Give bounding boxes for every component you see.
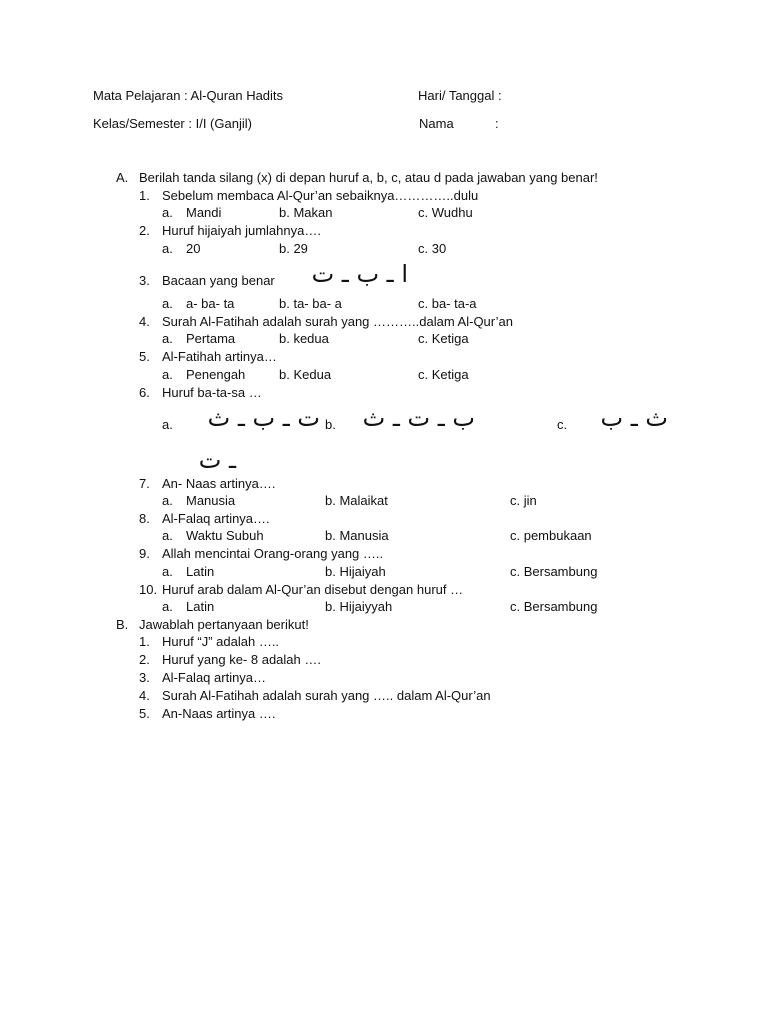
- option-a: a- ba- ta: [186, 296, 235, 311]
- question-number: 2.: [139, 223, 150, 238]
- option-b-marker: b.: [325, 417, 336, 432]
- subject-label: Mata Pelajaran : Al-Quran Hadits: [93, 88, 284, 103]
- option-b: b. kedua: [279, 331, 329, 346]
- option-b: b. 29: [279, 241, 308, 256]
- option-a-marker: a.: [162, 599, 173, 614]
- option-a-arabic: ت ـ ب ـ ث: [207, 404, 320, 432]
- option-a-marker: a.: [162, 331, 173, 346]
- question-text: An- Naas artinya….: [162, 476, 276, 491]
- option-c-arabic: ث ـ ب: [600, 404, 668, 432]
- question-text: An-Naas artinya ….: [162, 706, 276, 721]
- option-a-marker: a.: [162, 528, 173, 543]
- question-number: 10.: [139, 582, 158, 597]
- question-number: 9.: [139, 546, 150, 561]
- option-a: Manusia: [186, 493, 236, 508]
- option-b: b. Manusia: [325, 528, 389, 543]
- option-a-marker: a.: [162, 564, 173, 579]
- section-b-instruction: Jawablah pertanyaan berikut!: [139, 617, 309, 632]
- option-c: c. ba- ta-a: [418, 296, 477, 311]
- option-a: Waktu Subuh: [186, 528, 264, 543]
- option-b: b. Hijaiyah: [325, 564, 386, 579]
- question-text: Bacaan yang benar: [162, 273, 275, 288]
- question-number: 5.: [139, 706, 150, 721]
- question-text: Huruf ba-ta-sa …: [162, 385, 262, 400]
- option-a: Latin: [186, 599, 215, 614]
- option-c: c. Bersambung: [510, 564, 598, 579]
- option-c-marker: c.: [557, 417, 568, 432]
- option-c: c. Bersambung: [510, 599, 598, 614]
- day-date-label: Hari/ Tanggal :: [418, 88, 502, 103]
- option-a-marker: a.: [162, 296, 173, 311]
- question-number: 4.: [139, 688, 150, 703]
- option-a-marker: a.: [162, 205, 173, 220]
- question-text: Huruf arab dalam Al-Qur’an disebut dengan huruf …: [162, 582, 464, 597]
- option-a: Penengah: [186, 367, 246, 382]
- section-b-marker: B.: [116, 617, 129, 632]
- question-number: 3.: [139, 273, 150, 288]
- option-b: b. ta- ba- a: [279, 296, 342, 311]
- question-text: Al-Fatihah artinya…: [162, 349, 277, 364]
- option-a: Mandi: [186, 205, 222, 220]
- option-b: b. Malaikat: [325, 493, 388, 508]
- question-text: Sebelum membaca Al-Qur’an sebaiknya…………..dulu: [162, 188, 479, 203]
- question-text: Huruf “J” adalah …..: [162, 634, 280, 649]
- option-a-marker: a.: [162, 367, 173, 382]
- question-text: Allah mencintai Orang-orang yang …..: [162, 546, 384, 561]
- class-semester-label: Kelas/Semester : I/I (Ganjil): [93, 116, 252, 131]
- name-colon: :: [495, 116, 499, 131]
- question-text: Al-Falaq artinya…: [162, 670, 267, 685]
- option-b: b. Kedua: [279, 367, 332, 382]
- option-c: c. jin: [510, 493, 537, 508]
- option-c: c. pembukaan: [510, 528, 592, 543]
- option-a-marker: a.: [162, 417, 173, 432]
- question-text: Al-Falaq artinya….: [162, 511, 270, 526]
- question-number: 5.: [139, 349, 150, 364]
- option-c: c. Ketiga: [418, 367, 469, 382]
- option-b: b. Hijaiyyah: [325, 599, 393, 614]
- question-number: 7.: [139, 476, 150, 491]
- question-text: Huruf hijaiyah jumlahnya….: [162, 223, 321, 238]
- question-number: 8.: [139, 511, 150, 526]
- question-number: 1.: [139, 188, 150, 203]
- question-number: 1.: [139, 634, 150, 649]
- question-number: 4.: [139, 314, 150, 329]
- option-a-marker: a.: [162, 241, 173, 256]
- name-label: Nama: [419, 116, 454, 131]
- option-b-arabic: ب ـ ت ـ ث: [362, 404, 475, 432]
- option-c: c. Ketiga: [418, 331, 469, 346]
- section-a-instruction: Berilah tanda silang (x) di depan huruf a, b, c, atau d pada jawaban yang benar!: [139, 170, 598, 185]
- option-a: 20: [186, 241, 201, 256]
- question-text: Huruf yang ke- 8 adalah ….: [162, 652, 321, 667]
- option-a: Latin: [186, 564, 215, 579]
- option-a-marker: a.: [162, 493, 173, 508]
- question-number: 6.: [139, 385, 150, 400]
- section-a-marker: A.: [116, 170, 129, 185]
- question-number: 2.: [139, 652, 150, 667]
- option-a: Pertama: [186, 331, 236, 346]
- question-text: Surah Al-Fatihah adalah surah yang ………..dalam Al-Qur’an: [162, 314, 513, 329]
- question-number: 3.: [139, 670, 150, 685]
- question-text: Surah Al-Fatihah adalah surah yang ….. dalam Al-Qur’an: [162, 688, 491, 703]
- arabic-letters: ا ـ ب ـ ت: [311, 260, 408, 288]
- option-b: b. Makan: [279, 205, 333, 220]
- option-c-arabic-continued: ـ ت: [198, 446, 236, 474]
- option-c: c. 30: [418, 241, 447, 256]
- option-c: c. Wudhu: [418, 205, 473, 220]
